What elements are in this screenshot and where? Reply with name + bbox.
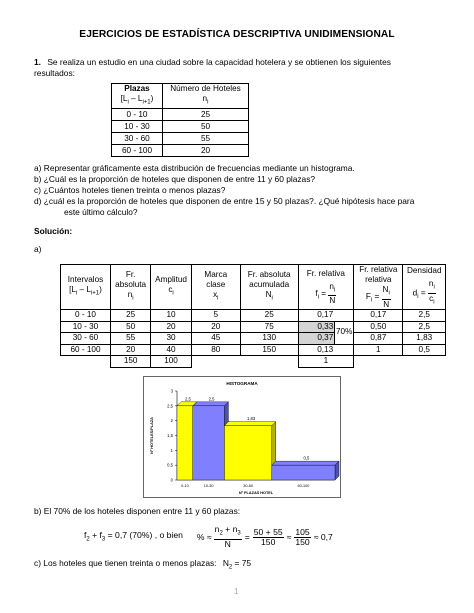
table-row xyxy=(112,108,249,120)
table-header-row xyxy=(61,265,446,310)
problem-text-line1: Se realiza un estudio en una ciudad sobre la capacidad hotelera y se obtienen los siguientes xyxy=(47,57,391,67)
question-text: Representar gráficamente esta distribución de frecuencias mediante un histograma. xyxy=(43,163,355,173)
cell-ni: 25 xyxy=(163,108,249,120)
header-interval-label: $[L_i - L_{i+1})$ xyxy=(120,94,154,106)
part-b-pct: % ≈ xyxy=(196,532,212,542)
header-densidad-1: Densidad xyxy=(406,266,442,276)
total-ni: 150 xyxy=(110,356,150,368)
hotels-table xyxy=(111,83,249,157)
fr-rel-den: N xyxy=(329,296,336,306)
header-fr-abs-2: absoluta xyxy=(115,280,147,290)
x-tick-label: 0-10 xyxy=(181,484,189,488)
bar-top xyxy=(193,402,229,406)
cell-xi: 5 xyxy=(191,310,240,322)
part-b-frac2 xyxy=(253,528,284,547)
fi-sum-bracket: 70% xyxy=(335,321,354,344)
table-row xyxy=(61,333,446,345)
header-fr-relativa xyxy=(298,265,354,310)
header-fr-rel-acum-1: Fr. relativa xyxy=(359,265,398,275)
cell-di: 1,83 xyxy=(403,333,446,345)
cell-interval: 60 - 100 xyxy=(112,144,163,156)
header-plazas-label: Plazas xyxy=(124,84,150,93)
question-label: d) xyxy=(34,196,42,206)
y-tick-label: 1,5 xyxy=(167,433,173,438)
frequency-table xyxy=(60,264,446,368)
table-row xyxy=(61,321,446,333)
header-fr-abs-3: $n_i$ xyxy=(127,290,134,302)
problem-statement xyxy=(34,57,391,68)
header-intervalos-label: Intervalos xyxy=(67,275,104,285)
solution-label: Solución: xyxy=(34,226,73,236)
header-fr-absoluta xyxy=(110,265,150,310)
question-text: ¿Cuál es la proporción de hoteles que disponen de entre 11 y 60 plazas? xyxy=(43,174,316,184)
part-b-frac3-num: 105 xyxy=(295,526,310,537)
header-fr-rel-formula: $f_i$ = $\frac{n_i}{N}$ xyxy=(315,281,336,306)
table-row xyxy=(112,132,249,144)
question-item xyxy=(34,185,414,196)
histogram-chart xyxy=(143,376,341,498)
totals-empty-cell xyxy=(240,356,298,368)
table-row xyxy=(61,310,446,322)
question-label: b) xyxy=(34,174,42,184)
totals-empty-cell xyxy=(61,356,111,368)
questions-list xyxy=(34,163,414,218)
part-c-text: c) Los hoteles que tienen treinta o menos plazas: xyxy=(34,558,217,568)
cell-ni: 50 xyxy=(110,321,150,333)
cell-interval: 30 - 60 xyxy=(61,333,111,345)
cell-xi: 80 xyxy=(191,344,240,356)
part-c-line xyxy=(34,558,251,573)
part-a-label: a) xyxy=(34,244,42,254)
cell-Ni: 25 xyxy=(240,310,298,322)
cell-ni: 20 xyxy=(163,144,249,156)
header-amplitud-2: $c_i$ xyxy=(168,285,174,297)
header-amplitud-1: Amplitud xyxy=(155,275,187,285)
bar xyxy=(193,406,225,480)
y-axis-label: Nº HOTELES/PLAZA xyxy=(150,417,154,454)
part-b-frac3-den: 150 xyxy=(295,536,310,547)
header-fr-acumulada xyxy=(240,265,298,310)
header-amplitud xyxy=(151,265,191,310)
header-marca-2: clase xyxy=(206,280,226,290)
cell-fi: 0,17 xyxy=(298,310,354,322)
cell-ci: 30 xyxy=(151,333,191,345)
cell-xi: 45 xyxy=(191,333,240,345)
x-tick-label: 60-100 xyxy=(297,484,310,488)
header-marca-3: $x_i$ xyxy=(213,290,219,302)
cell-di: 2,5 xyxy=(403,310,446,322)
part-b-frac1-den: N xyxy=(224,538,231,549)
problem-text-line2: resultados: xyxy=(34,68,75,78)
question-label: a) xyxy=(34,163,42,173)
total-fi: 1 xyxy=(298,356,354,368)
cell-xi: 20 xyxy=(191,321,240,333)
header-marca xyxy=(191,265,240,310)
header-intervalos xyxy=(61,265,111,310)
bar-top xyxy=(272,461,339,465)
totals-empty-cell xyxy=(191,356,240,368)
part-b-text: b) El 70% de los hoteles disponen entre 11 y 60 plazas: xyxy=(34,506,241,516)
fr-rel-acum-den: N xyxy=(383,299,390,309)
cell-interval: 0 - 10 xyxy=(112,108,163,120)
chart-title: HISTOGRAMA xyxy=(226,381,258,386)
cell-Ni: 75 xyxy=(240,321,298,333)
cell-ni: 20 xyxy=(110,344,150,356)
part-b-eq: = xyxy=(244,532,250,542)
header-fr-rel-1: Fr. relativa xyxy=(306,268,345,278)
bar-data-label: 2,5 xyxy=(208,396,215,402)
y-tick-label: 0 xyxy=(170,477,173,483)
page-title: EJERCICIOS DE ESTADÍSTICA DESCRIPTIVA UNIDIMENSIONAL xyxy=(79,29,395,40)
x-axis-label: Nº PLAZAS HOTEL xyxy=(238,491,274,495)
header-fr-rel-acum-2: relativa xyxy=(365,275,392,285)
bar xyxy=(224,426,271,480)
question-text: ¿cuál es la proporción de hoteles que disponen de entre 15 y 50 plazas?. ¿Qué hipótesis hace para xyxy=(43,196,415,206)
header-densidad xyxy=(403,265,446,310)
cell-interval: 10 - 30 xyxy=(112,120,163,132)
bar-data-label: 2,5 xyxy=(184,396,191,402)
header-hoteles xyxy=(163,84,249,109)
table-row xyxy=(112,144,249,156)
y-tick-label: 3 xyxy=(170,388,173,394)
cell-Fi: 1 xyxy=(354,344,403,356)
bar-top xyxy=(224,422,275,426)
question-text: este último cálculo? xyxy=(64,207,138,217)
header-ni-label: $n_i$ xyxy=(202,94,209,106)
table-header-row xyxy=(112,84,249,109)
cell-interval: 10 - 30 xyxy=(61,321,111,333)
cell-ci: 40 xyxy=(151,344,191,356)
bar xyxy=(272,465,335,480)
cell-ni: 55 xyxy=(163,132,249,144)
cell-ni: 50 xyxy=(163,120,249,132)
table-row xyxy=(112,120,249,132)
cell-fi: 0,37 xyxy=(298,333,335,345)
part-b-frac3 xyxy=(294,528,310,547)
y-tick-label: 0,5 xyxy=(167,462,173,468)
cell-Fi: 0,87 xyxy=(354,333,403,345)
cell-fi: 0,33 xyxy=(298,321,335,333)
header-intervalos-sub: $[L_i - L_{i+1})$ xyxy=(69,285,102,297)
header-fr-acum-1: Fr. absoluta xyxy=(247,270,291,280)
cell-Ni: 150 xyxy=(240,344,298,356)
header-fr-relativa-acumulada xyxy=(354,265,403,310)
question-label: c) xyxy=(34,185,41,195)
header-fr-acum-2: acumulada xyxy=(249,280,290,290)
y-tick-label: 2,5 xyxy=(167,403,173,409)
cell-ni: 55 xyxy=(110,333,150,345)
totals-empty-cell xyxy=(403,356,446,368)
question-item xyxy=(34,196,414,207)
bar-data-label: 0,5 xyxy=(303,455,310,461)
question-item-continuation xyxy=(34,207,414,218)
table-row xyxy=(61,344,446,356)
part-b-f-expr: $f_2 + f_3 = 0,7$ (70%) , o bien xyxy=(84,529,183,543)
cell-fi: 0,13 xyxy=(298,344,354,356)
question-text: ¿Cuántos hoteles tienen treinta o menos plazas? xyxy=(43,185,226,195)
cell-di: 0,5 xyxy=(403,344,446,356)
header-marca-1: Marca xyxy=(204,270,228,280)
total-ci: 100 xyxy=(151,356,191,368)
cell-interval: 30 - 60 xyxy=(112,132,163,144)
header-hoteles-label: Número de Hoteles xyxy=(170,84,241,93)
header-fr-rel-acum-formula: $F_i$ = $\frac{N_i}{N}$ xyxy=(365,285,390,309)
header-densidad-formula: $d_i$ = $\frac{n_i}{c_i}$ xyxy=(412,279,435,306)
page-number: 1 xyxy=(234,587,239,596)
cell-di: 2,5 xyxy=(403,321,446,333)
part-b-frac2-den: 150 xyxy=(261,536,276,547)
part-b-frac2-num: 50 + 55 xyxy=(253,526,283,537)
part-b-frac1: $\frac{n_2 + n_3}{N}$ xyxy=(214,524,241,549)
part-b-approx: ≈ xyxy=(286,532,292,542)
cell-ni: 25 xyxy=(110,310,150,322)
cell-ci: 10 xyxy=(151,310,191,322)
totals-row xyxy=(61,356,446,368)
cell-Fi: 0,17 xyxy=(354,310,403,322)
part-b-formula xyxy=(84,526,333,548)
cell-interval: 60 - 100 xyxy=(61,344,111,356)
bar xyxy=(177,406,193,480)
header-fr-abs-1: Fr. xyxy=(125,270,136,280)
x-tick-label: 10-30 xyxy=(203,484,214,488)
problem-number: 1. xyxy=(34,57,41,67)
y-tick-label: 2 xyxy=(170,418,173,424)
part-c-expr: $N_2 = 75$ xyxy=(222,558,252,571)
cell-Fi: 0,50 xyxy=(354,321,403,333)
part-b-result: ≈ 0,7 xyxy=(313,532,333,542)
header-fr-acum-3: $N_i$ xyxy=(265,290,273,302)
bar-data-label: 1,83 xyxy=(247,416,256,422)
question-item xyxy=(34,174,414,185)
cell-ci: 20 xyxy=(151,321,191,333)
y-tick-label: 1 xyxy=(170,447,173,453)
cell-Ni: 130 xyxy=(240,333,298,345)
cell-interval: 0 - 10 xyxy=(61,310,111,322)
totals-empty-cell xyxy=(354,356,403,368)
question-item xyxy=(34,163,414,174)
header-plazas xyxy=(112,84,163,109)
x-tick-label: 30-60 xyxy=(243,484,253,488)
